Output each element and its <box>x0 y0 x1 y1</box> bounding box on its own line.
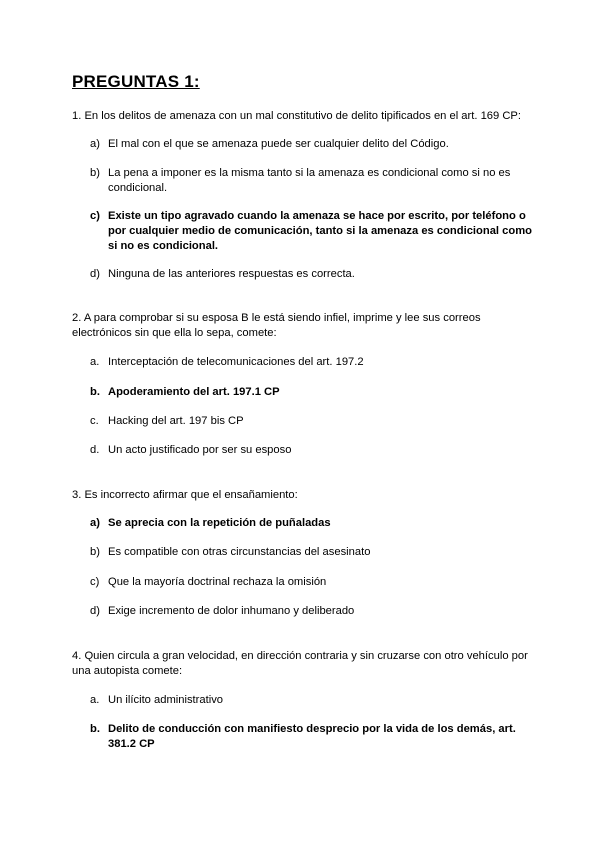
question-3-option-a-correct <box>90 516 536 531</box>
option-label: b. <box>90 386 100 398</box>
option-label: a) <box>90 517 100 529</box>
option-text: El mal con el que se amenaza puede ser cualquier delito del Código. <box>108 138 449 150</box>
question-3-text: 3. Es incorrecto afirmar que el ensañamiento: <box>72 489 298 501</box>
option-label: b) <box>90 167 100 179</box>
option-label: d. <box>90 444 100 456</box>
question-1-option-d <box>90 267 536 282</box>
option-text: Existe un tipo agravado cuando la amenaza se hace por escrito, por teléfono o por cualquier medio de comunicación, tanto si la amenaza es condicional como si no es condicional. <box>108 210 532 252</box>
option-label: c) <box>90 210 100 222</box>
option-label: a. <box>90 356 100 368</box>
question-3-option-c <box>90 575 536 590</box>
option-text: Se aprecia con la repetición de puñaladas <box>108 517 331 529</box>
option-label: a) <box>90 138 100 150</box>
option-text: Que la mayoría doctrinal rechaza la omisión <box>108 576 327 588</box>
question-4-option-a <box>90 693 536 708</box>
question-3-option-d <box>90 604 536 619</box>
option-label: d) <box>90 268 100 280</box>
option-text: Apoderamiento del art. 197.1 CP <box>108 386 280 398</box>
question-1-option-b <box>90 166 536 196</box>
option-text: Es compatible con otras circunstancias del asesinato <box>108 546 371 558</box>
option-text: Ninguna de las anteriores respuestas es correcta. <box>108 268 355 280</box>
option-label: c. <box>90 415 99 427</box>
question-4-option-b-correct <box>90 722 536 752</box>
question-1-text: 1. En los delitos de amenaza con un mal constitutivo de delito tipificados en el art. 169 CP: <box>72 110 522 122</box>
option-label: d) <box>90 605 100 617</box>
question-2-option-a <box>90 355 536 370</box>
question-2-option-c <box>90 414 536 429</box>
option-text: La pena a imponer es la misma tanto si la amenaza es condicional como si no es condicional. <box>108 167 511 194</box>
question-1-option-c-correct <box>90 209 536 254</box>
option-text: Hacking del art. 197 bis CP <box>108 415 244 427</box>
page-title: PREGUNTAS 1: <box>72 72 200 91</box>
option-label: c) <box>90 576 100 588</box>
option-text: Un ilícito administrativo <box>108 694 224 706</box>
option-text: Un acto justificado por ser su esposo <box>108 444 292 456</box>
option-label: a. <box>90 694 100 706</box>
option-label: b. <box>90 723 100 735</box>
question-2-text: 2. A para comprobar si su esposa B le está siendo infiel, imprime y lee sus correos electrónicos sin que ella lo sepa, comete: <box>72 312 481 339</box>
option-label: b) <box>90 546 100 558</box>
question-2-option-b-correct <box>90 385 536 400</box>
question-3-option-b <box>90 545 536 560</box>
option-text: Delito de conducción con manifiesto desprecio por la vida de los demás, art. 381.2 CP <box>108 723 516 750</box>
option-text: Interceptación de telecomunicaciones del art. 197.2 <box>108 356 364 368</box>
question-1-option-a <box>90 137 536 152</box>
question-4-text: 4. Quien circula a gran velocidad, en dirección contraria y sin cruzarse con otro vehículo por una autopista comete: <box>72 650 528 677</box>
question-2-option-d <box>90 443 536 458</box>
option-text: Exige incremento de dolor inhumano y deliberado <box>108 605 355 617</box>
